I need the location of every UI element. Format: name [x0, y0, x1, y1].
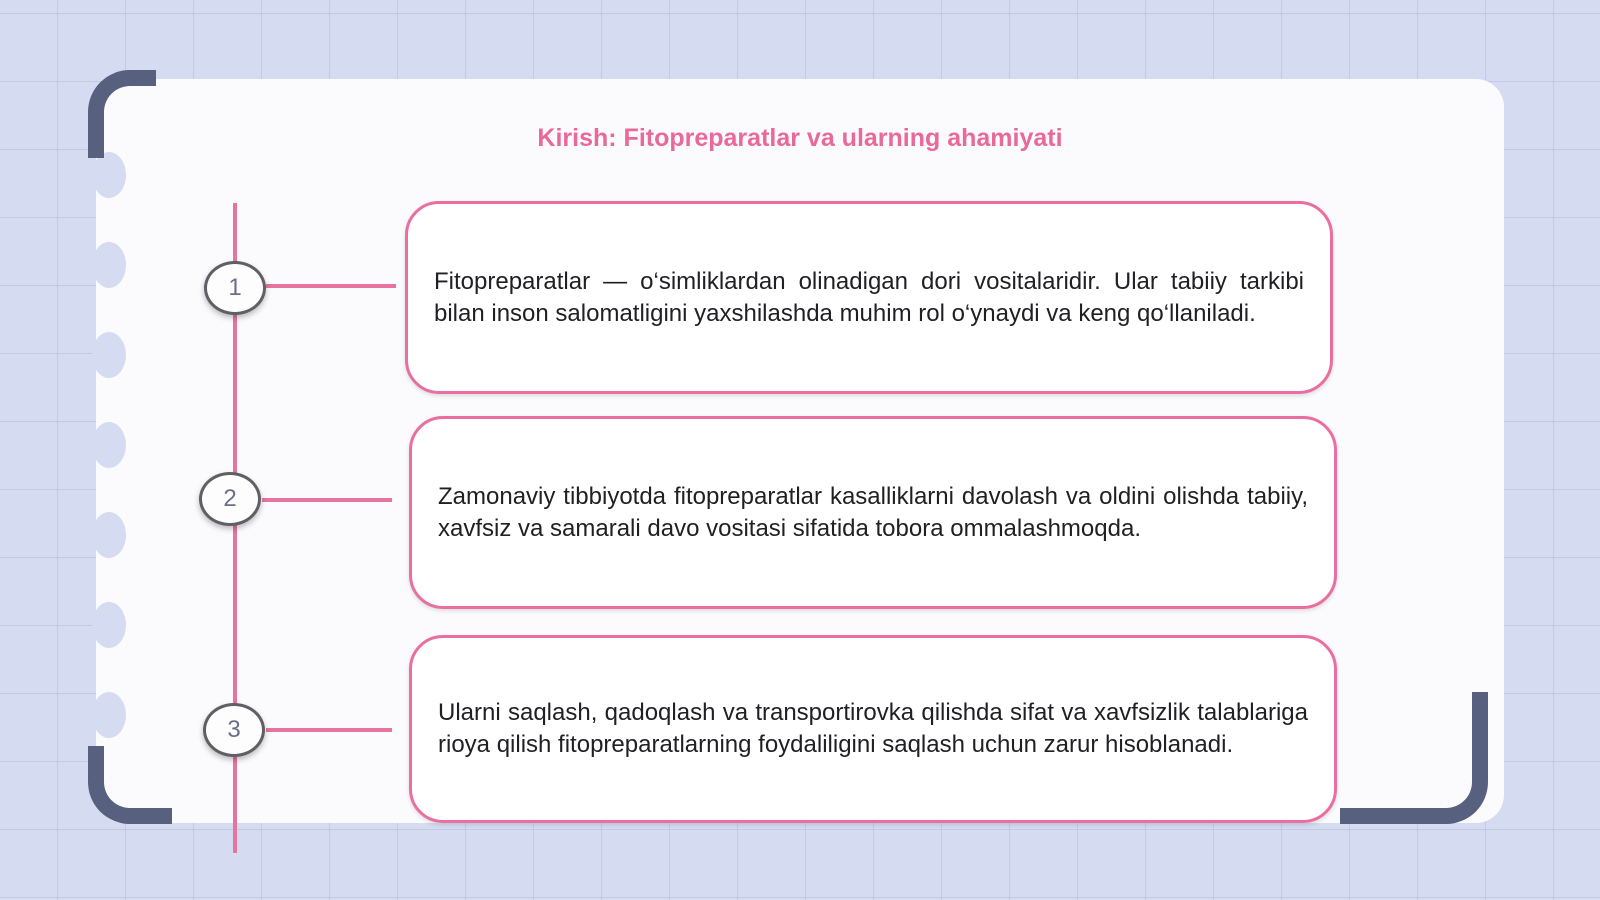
info-card-3 — [409, 635, 1337, 823]
connector-line-2 — [262, 498, 392, 502]
page-notch — [92, 332, 126, 378]
page-notch — [92, 152, 126, 198]
page-notch — [92, 602, 126, 648]
page-notch — [92, 512, 126, 558]
step-number-label: 2 — [223, 485, 237, 512]
step-number-2 — [199, 472, 261, 526]
page-notch — [92, 242, 126, 288]
info-card-1 — [405, 201, 1333, 394]
connector-line-1 — [266, 284, 396, 288]
step-number-1 — [204, 261, 266, 315]
info-card-text: Zamonaviy tibbiyotda fitopreparatlar kasalliklarni davolash va oldini olishda tabiiy, xavfsiz va samarali davo vositasi sifatida tobora ommalashmoqda. — [438, 482, 1308, 542]
info-card-2 — [409, 416, 1337, 609]
step-number-3 — [203, 703, 265, 757]
slide-title-text: Kirish: Fitopreparatlar va ularning ahamiyati — [537, 124, 1063, 152]
slide-title — [0, 124, 1600, 153]
info-card-text: Fitopreparatlar — o‘simliklardan olinadigan dori vositalaridir. Ular tabiiy tarkibi bilan inson salomatligini yaxshilashda muhim rol o‘ynaydi va keng qo‘llaniladi. — [434, 267, 1304, 327]
info-card-text: Ularni saqlash, qadoqlash va transportirovka qilishda sifat va xavfsizlik talablariga rioya qilish fitopreparatlarning foydaliligini saqlash uchun zarur hisoblanadi. — [438, 699, 1308, 758]
frame-corner-bottom-left — [88, 746, 172, 824]
step-number-label: 3 — [227, 716, 241, 743]
connector-line-3 — [266, 728, 392, 732]
page-notch — [92, 692, 126, 738]
step-number-label: 1 — [228, 274, 242, 301]
frame-corner-bottom-right — [1340, 692, 1488, 824]
page-notch — [92, 422, 126, 468]
